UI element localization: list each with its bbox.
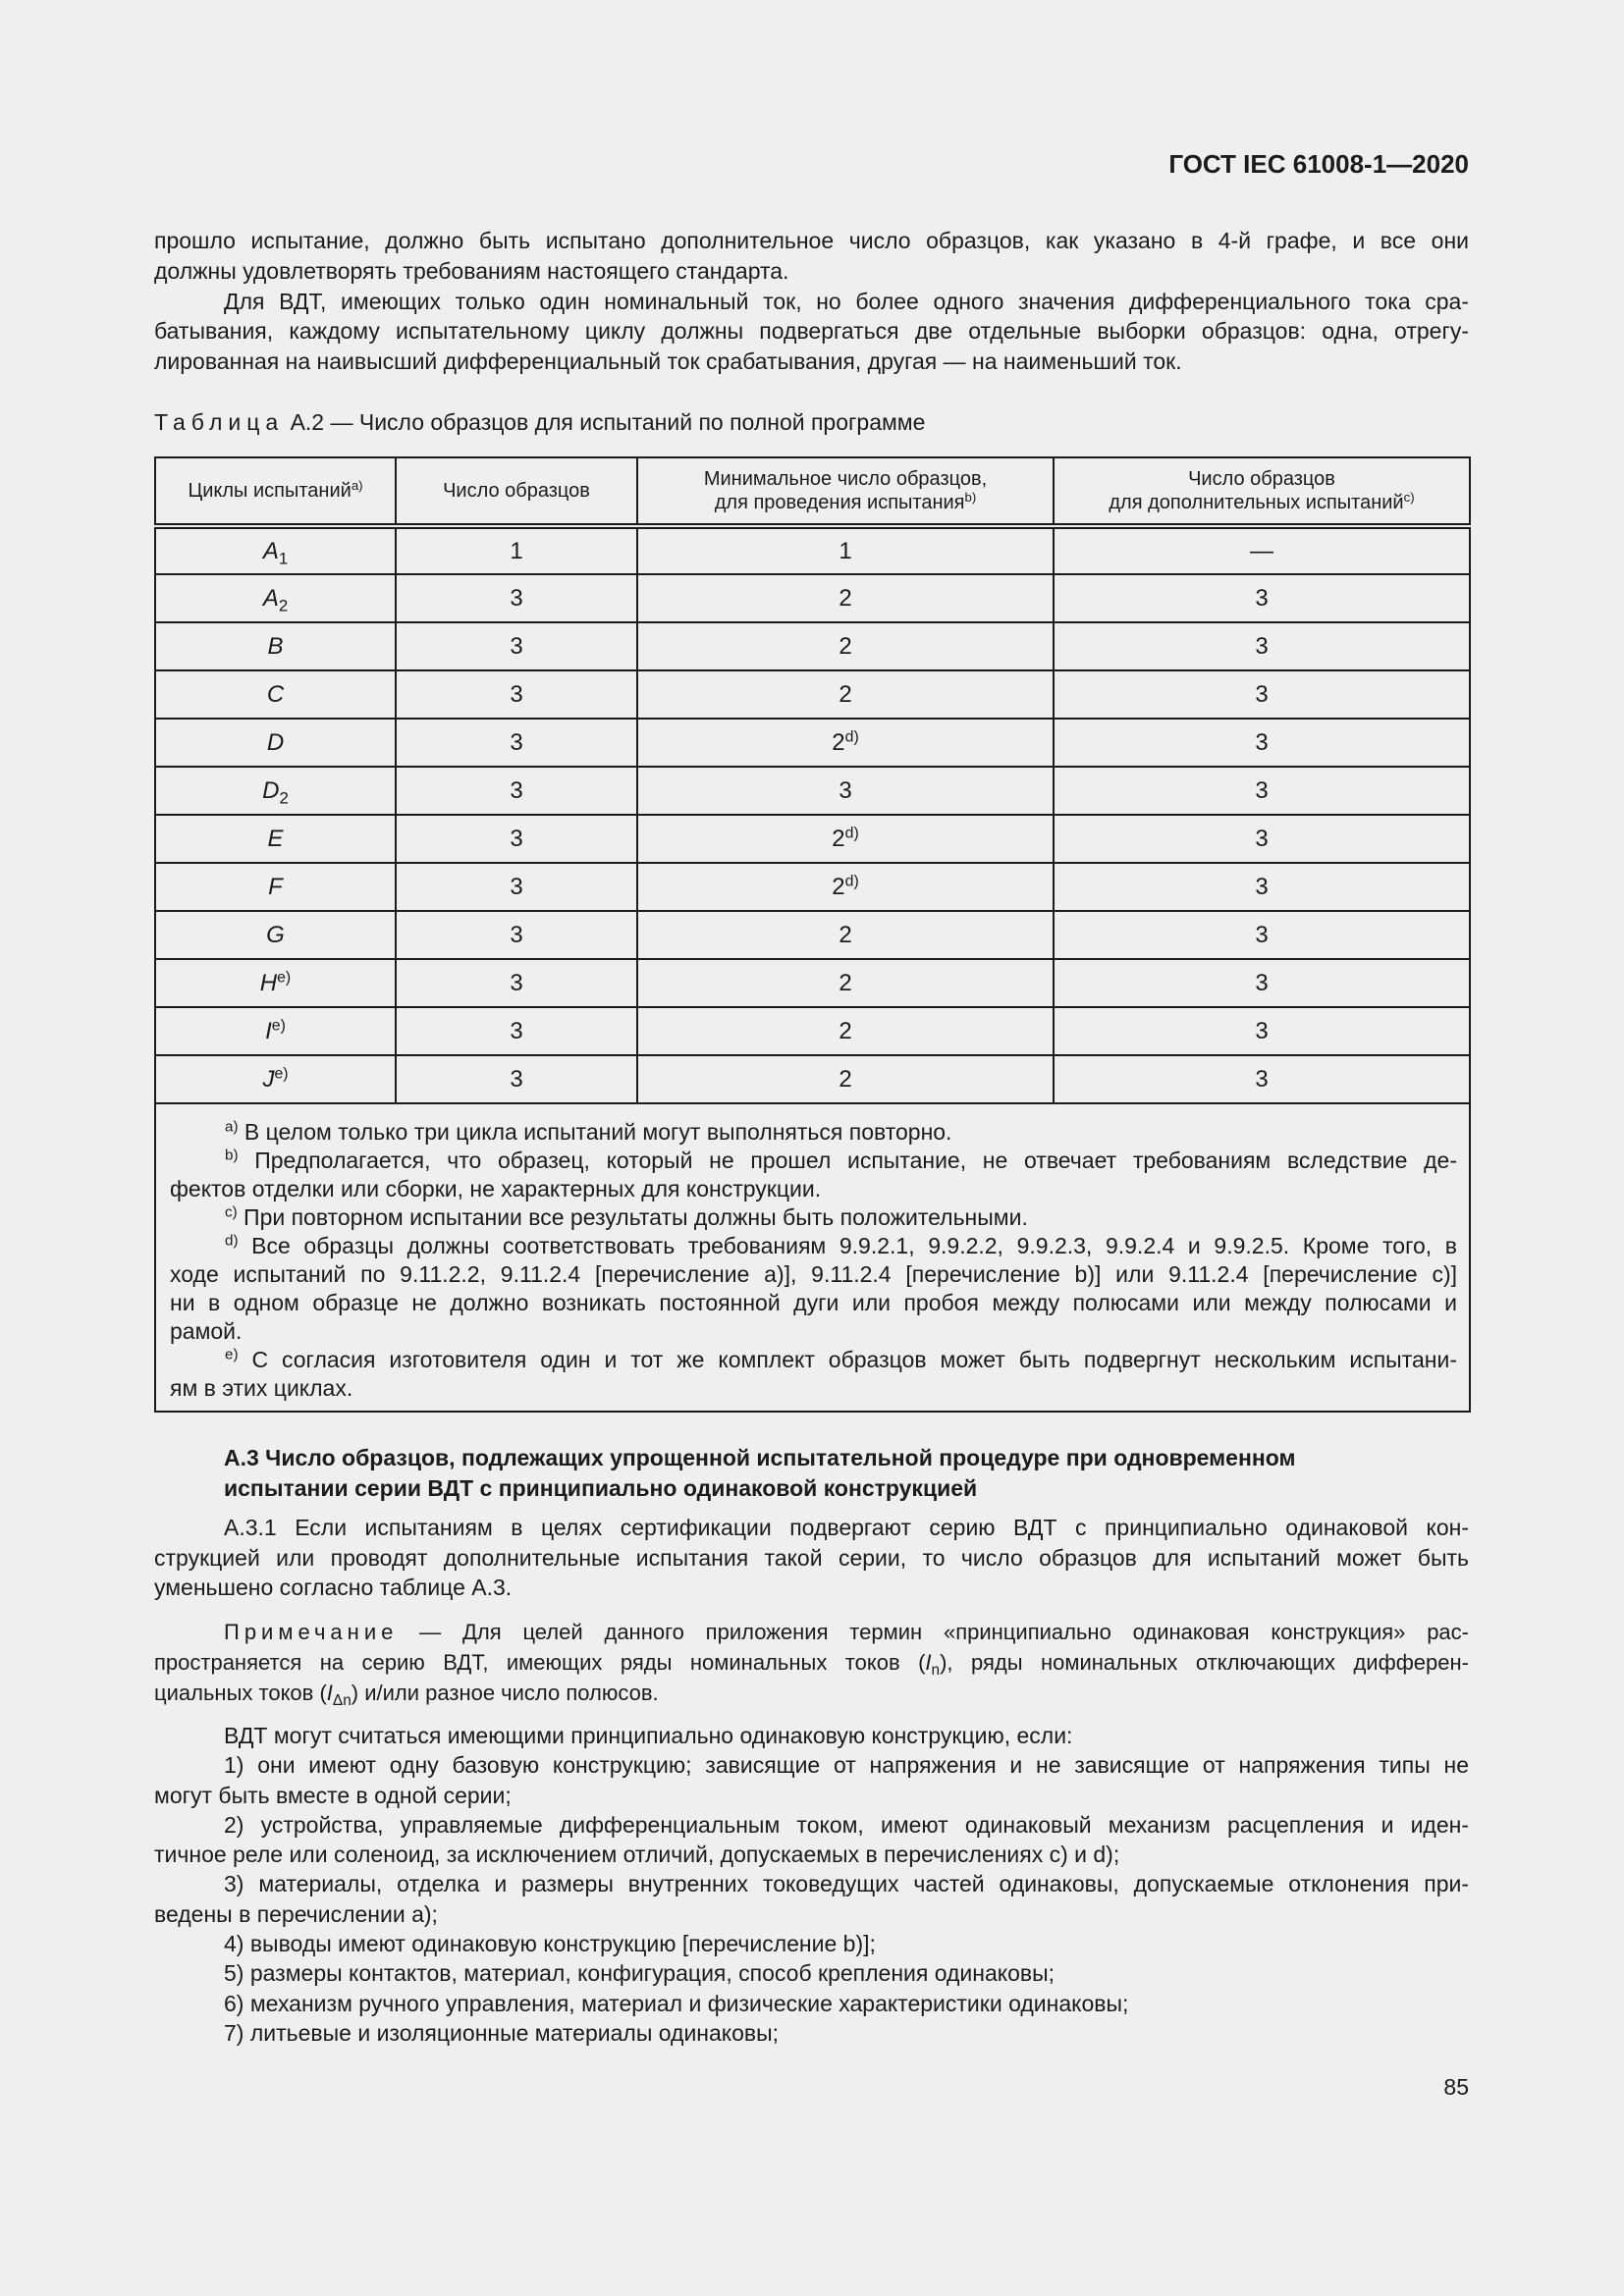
text-line: лированная на наивысший дифференциальный ток срабатывания, другая — на наименьший ток. bbox=[154, 348, 1182, 374]
footnote-line bbox=[170, 1374, 1457, 1403]
samples-value: 3 bbox=[510, 728, 523, 756]
table-row bbox=[155, 719, 1470, 767]
cycle-cell bbox=[155, 815, 396, 863]
header-additional-samples bbox=[1054, 457, 1470, 526]
footnote-line bbox=[170, 1289, 1457, 1317]
min-samples-value: 2 bbox=[839, 584, 852, 612]
criteria-list bbox=[154, 1721, 1469, 2048]
cycle-cell bbox=[155, 959, 396, 1007]
footnote-line bbox=[170, 1232, 1457, 1260]
footnote-line bbox=[170, 1147, 1457, 1175]
table-row bbox=[155, 815, 1470, 863]
min-samples-cell bbox=[637, 1055, 1054, 1103]
additional-samples-value: 3 bbox=[1255, 873, 1269, 900]
min-samples-cell bbox=[637, 815, 1054, 863]
min-samples-cell bbox=[637, 670, 1054, 719]
cycle-cell bbox=[155, 670, 396, 719]
min-samples-value: 2 bbox=[832, 873, 845, 900]
cycle-label: D bbox=[262, 776, 280, 804]
cycle-cell bbox=[155, 1007, 396, 1055]
heading-line: А.3 Число образцов, подлежащих упрощенной испытательной процедуре при одновременном bbox=[224, 1445, 1296, 1470]
min-samples-cell bbox=[637, 863, 1054, 911]
footnote-ref: d) bbox=[844, 872, 859, 889]
heading-line: испытании серии ВДТ с принципиально одинаковой конструкцией bbox=[224, 1475, 978, 1501]
current-symbol: I bbox=[326, 1681, 333, 1705]
min-samples-cell bbox=[637, 767, 1054, 815]
cycle-label: I bbox=[265, 1017, 272, 1044]
additional-samples-cell bbox=[1054, 959, 1470, 1007]
samples-value: 3 bbox=[510, 1065, 523, 1093]
footnote-marker: e) bbox=[225, 1346, 239, 1363]
clause-a-3-1 bbox=[154, 1513, 1469, 1603]
section-heading bbox=[224, 1443, 1469, 1504]
footnote-text: фектов отделки или сборки, не характерных для конструкции. bbox=[170, 1176, 822, 1201]
footnote-text: Все образцы должны соответствовать требованиям 9.9.2.1, 9.9.2.2, 9.9.2.3, 9.9.2.4 и 9.9.2.5. Кроме того, в bbox=[251, 1233, 1458, 1258]
samples-cell bbox=[396, 1055, 637, 1103]
footnote-line bbox=[170, 1175, 1457, 1203]
footnote-text: При повторном испытании все результаты должны быть положительными. bbox=[244, 1204, 1028, 1230]
min-samples-value: 2 bbox=[832, 728, 845, 756]
table-row bbox=[155, 911, 1470, 959]
table-row bbox=[155, 574, 1470, 622]
table-row bbox=[155, 622, 1470, 670]
samples-table bbox=[154, 456, 1471, 1413]
footnote-line bbox=[170, 1317, 1457, 1346]
samples-cell bbox=[396, 670, 637, 719]
samples-cell bbox=[396, 622, 637, 670]
samples-value: 3 bbox=[510, 632, 523, 660]
criteria-line: тичное реле или соленоид, за исключением отличий, допускаемых в перечислениях с) и d); bbox=[154, 1842, 1120, 1868]
footnote-text: ходе испытаний по 9.11.2.2, 9.11.2.4 [перечисление a)], 9.11.2.4 [перечисление b)] или 9.11.2.4 [перечисление c)] bbox=[170, 1261, 1457, 1287]
document-code-header: ГОСТ IEC 61008-1—2020 bbox=[1168, 149, 1469, 179]
additional-samples-value: 3 bbox=[1255, 1017, 1269, 1044]
cycle-label: E bbox=[267, 825, 284, 852]
intro-text bbox=[154, 226, 1469, 377]
additional-samples-cell bbox=[1054, 719, 1470, 767]
header-text: для дополнительных испытаний bbox=[1109, 492, 1404, 513]
table-row bbox=[155, 767, 1470, 815]
additional-samples-cell bbox=[1054, 670, 1470, 719]
criteria-line: 3) материалы, отделка и размеры внутренних токоведущих частей одинаковы, допускаемые отклонения при- bbox=[224, 1871, 1469, 1897]
text-line: батывания, каждому испытательному циклу должны подвергаться две отдельные выборки образцов: одна, отрегу- bbox=[154, 318, 1469, 345]
note-label: Примечание bbox=[224, 1620, 399, 1644]
cycle-label: C bbox=[266, 680, 285, 708]
footnote-ref: e) bbox=[274, 1064, 289, 1082]
cycle-label: A bbox=[262, 584, 279, 612]
criteria-line: 4) выводы имеют одинаковую конструкцию [перечисление b)]; bbox=[224, 1931, 876, 1957]
additional-samples-cell bbox=[1054, 815, 1470, 863]
footnote-text: Предполагается, что образец, который не прошел испытание, не отвечает требованиям вследствие де- bbox=[254, 1148, 1457, 1173]
criteria-item bbox=[154, 2018, 1469, 2048]
additional-samples-value: — bbox=[1250, 537, 1273, 564]
footnote-text: ни в одном образце не должно возникать постоянной дуги или пробоя между полюсами или между полюсами и bbox=[170, 1290, 1457, 1315]
additional-samples-cell bbox=[1054, 863, 1470, 911]
cycle-label: H bbox=[259, 969, 278, 996]
additional-samples-cell bbox=[1054, 1007, 1470, 1055]
criteria-item bbox=[154, 1929, 1469, 1958]
current-subscript: n bbox=[931, 1661, 941, 1679]
cycle-label: F bbox=[268, 873, 283, 900]
header-text: Минимальное число образцов, bbox=[703, 468, 988, 490]
cycle-cell bbox=[155, 863, 396, 911]
min-samples-value: 1 bbox=[839, 537, 852, 564]
samples-value: 3 bbox=[510, 825, 523, 852]
cycle-label: J bbox=[262, 1065, 275, 1093]
text-line: Для ВДТ, имеющих только один номинальный ток, но более одного значения дифференциального тока сра- bbox=[224, 288, 1469, 314]
footnote-text: рамой. bbox=[170, 1318, 243, 1344]
additional-samples-value: 3 bbox=[1255, 680, 1269, 708]
additional-samples-value: 3 bbox=[1255, 969, 1269, 996]
note-line bbox=[154, 1617, 1469, 1647]
samples-cell bbox=[396, 815, 637, 863]
header-text: Циклы испытаний bbox=[188, 480, 352, 502]
min-samples-cell bbox=[637, 622, 1054, 670]
criteria-line: 2) устройства, управляемые дифференциальным током, имеют одинаковый механизм расцепления и иден- bbox=[224, 1811, 1469, 1838]
criteria-item bbox=[154, 1989, 1469, 2018]
note-line bbox=[154, 1678, 1469, 1708]
criteria-intro: ВДТ могут считаться имеющими принципиально одинаковую конструкцию, если: bbox=[224, 1723, 1073, 1748]
header-min-samples bbox=[637, 457, 1054, 526]
additional-samples-value: 3 bbox=[1255, 728, 1269, 756]
table-caption-label: Таблица bbox=[154, 409, 285, 435]
samples-value: 3 bbox=[510, 873, 523, 900]
samples-cell bbox=[396, 574, 637, 622]
footnote-ref: d) bbox=[844, 727, 859, 745]
additional-samples-value: 3 bbox=[1255, 1065, 1269, 1093]
min-samples-cell bbox=[637, 911, 1054, 959]
additional-samples-value: 3 bbox=[1255, 776, 1269, 804]
table-row bbox=[155, 1055, 1470, 1103]
cycle-cell bbox=[155, 911, 396, 959]
criteria-line: 7) литьевые и изоляционные материалы одинаковы; bbox=[224, 2019, 780, 2046]
text-line: уменьшено согласно таблице А.3. bbox=[154, 1575, 513, 1600]
samples-value: 3 bbox=[510, 921, 523, 948]
text-line: прошло испытание, должно быть испытано дополнительное число образцов, как указано в 4-й графе, и все они bbox=[154, 228, 1469, 253]
criteria-line: 6) механизм ручного управления, материал и физические характеристики одинаковы; bbox=[224, 1990, 1129, 2016]
table-row bbox=[155, 670, 1470, 719]
footnote-line bbox=[170, 1118, 1457, 1147]
samples-value: 3 bbox=[510, 776, 523, 804]
samples-value: 3 bbox=[510, 680, 523, 708]
cycle-cell bbox=[155, 719, 396, 767]
table-row bbox=[155, 863, 1470, 911]
additional-samples-cell bbox=[1054, 911, 1470, 959]
footnote-text: ям в этих циклах. bbox=[170, 1375, 353, 1401]
footnote-ref: d) bbox=[844, 824, 859, 841]
table-row bbox=[155, 526, 1470, 574]
footnote-text: С согласия изготовителя один и тот же комплект образцов может быть подвергнут нескольким испытани- bbox=[251, 1347, 1457, 1372]
cycle-label: B bbox=[267, 632, 284, 660]
samples-cell bbox=[396, 959, 637, 1007]
cycle-subscript: 1 bbox=[278, 548, 289, 567]
criteria-line: ведены в перечислении а); bbox=[154, 1900, 438, 1927]
footnote-ref: e) bbox=[271, 1016, 286, 1034]
table-body bbox=[155, 526, 1470, 1103]
criteria-line: 5) размеры контактов, материал, конфигурация, способ крепления одинаковы; bbox=[224, 1960, 1056, 1987]
current-subscript: Δn bbox=[332, 1691, 352, 1709]
cycle-label: G bbox=[266, 921, 285, 948]
table-row bbox=[155, 1007, 1470, 1055]
note-text: ) и/или разное число полюсов. bbox=[351, 1681, 659, 1705]
min-samples-value: 2 bbox=[839, 921, 852, 948]
header-sample-count bbox=[396, 457, 637, 526]
table-row bbox=[155, 959, 1470, 1007]
samples-cell bbox=[396, 911, 637, 959]
note-text: циальных токов ( bbox=[154, 1681, 327, 1705]
additional-samples-cell bbox=[1054, 767, 1470, 815]
header-text: для проведения испытания bbox=[714, 492, 965, 513]
criteria-line: 1) они имеют одну базовую конструкцию; зависящие от напряжения и не зависящие от напряжения типы не bbox=[224, 1752, 1469, 1779]
paragraph bbox=[154, 226, 1469, 287]
text-line: А.3.1 Если испытаниям в целях сертификации подвергают серию ВДТ с принципиально одинаковой кон- bbox=[224, 1515, 1469, 1540]
footnote-ref: b) bbox=[964, 489, 977, 505]
text-line: струкцией или проводят дополнительные испытания такой серии, то число образцов для испытаний может быть bbox=[154, 1544, 1469, 1571]
additional-samples-value: 3 bbox=[1255, 825, 1269, 852]
cycle-cell bbox=[155, 767, 396, 815]
min-samples-cell bbox=[637, 719, 1054, 767]
min-samples-value: 2 bbox=[839, 632, 852, 660]
additional-samples-value: 3 bbox=[1255, 921, 1269, 948]
min-samples-cell bbox=[637, 574, 1054, 622]
footnote-marker: a) bbox=[225, 1118, 239, 1136]
footnote-line bbox=[170, 1260, 1457, 1289]
footnote-ref: c) bbox=[1403, 489, 1415, 505]
additional-samples-cell bbox=[1054, 622, 1470, 670]
criteria-item bbox=[154, 1750, 1469, 1810]
samples-cell bbox=[396, 863, 637, 911]
footnote-line bbox=[170, 1203, 1457, 1232]
footnote-marker: d) bbox=[225, 1232, 239, 1250]
footnote-ref: a) bbox=[351, 477, 363, 493]
samples-value: 3 bbox=[510, 969, 523, 996]
additional-samples-value: 3 bbox=[1255, 584, 1269, 612]
table-header-row bbox=[155, 457, 1470, 526]
cycle-cell bbox=[155, 1055, 396, 1103]
samples-cell bbox=[396, 719, 637, 767]
samples-value: 3 bbox=[510, 584, 523, 612]
min-samples-cell bbox=[637, 1007, 1054, 1055]
text-line: должны удовлетворять требованиям настоящего стандарта. bbox=[154, 257, 789, 284]
header-text: Число образцов bbox=[1188, 468, 1335, 490]
header-test-cycles bbox=[155, 457, 396, 526]
footnote-text: В целом только три цикла испытаний могут выполняться повторно. bbox=[244, 1119, 952, 1145]
min-samples-cell bbox=[637, 526, 1054, 574]
note-text: — Для целей данного приложения термин «принципиально одинаковая конструкция» рас- bbox=[419, 1620, 1469, 1644]
cycle-subscript: 2 bbox=[279, 787, 289, 807]
samples-cell bbox=[396, 1007, 637, 1055]
min-samples-cell bbox=[637, 959, 1054, 1007]
note-line bbox=[154, 1647, 1469, 1678]
criteria-item bbox=[154, 1958, 1469, 1988]
table-caption bbox=[154, 407, 1469, 437]
additional-samples-cell bbox=[1054, 574, 1470, 622]
note-text: пространяется на серию ВДТ, имеющих ряды номинальных токов ( bbox=[154, 1650, 926, 1675]
samples-cell bbox=[396, 767, 637, 815]
footnote-line bbox=[170, 1346, 1457, 1374]
samples-value: 1 bbox=[510, 537, 523, 564]
note-text: ), ряды номинальных отключающих дифферен- bbox=[940, 1650, 1469, 1675]
current-symbol: I bbox=[925, 1650, 932, 1675]
cycle-subscript: 2 bbox=[278, 595, 289, 614]
table-footnotes bbox=[155, 1103, 1470, 1412]
min-samples-value: 2 bbox=[832, 825, 845, 852]
footnote-marker: c) bbox=[225, 1203, 238, 1221]
footnote-ref: e) bbox=[277, 968, 292, 986]
min-samples-value: 2 bbox=[839, 969, 852, 996]
min-samples-value: 2 bbox=[839, 1017, 852, 1044]
cycle-label: D bbox=[266, 728, 285, 756]
cycle-cell bbox=[155, 622, 396, 670]
criteria-item bbox=[154, 1869, 1469, 1929]
min-samples-value: 2 bbox=[839, 680, 852, 708]
additional-samples-cell bbox=[1054, 1055, 1470, 1103]
paragraph bbox=[154, 287, 1469, 377]
cycle-label: A bbox=[262, 537, 279, 564]
samples-cell bbox=[396, 526, 637, 574]
table-footnotes-row bbox=[155, 1103, 1470, 1412]
header-text: Число образцов bbox=[443, 480, 590, 502]
cycle-cell bbox=[155, 526, 396, 574]
criteria-line: могут быть вместе в одной серии; bbox=[154, 1782, 512, 1808]
additional-samples-cell bbox=[1054, 526, 1470, 574]
criteria-item bbox=[154, 1810, 1469, 1870]
table-caption-text: А.2 — Число образцов для испытаний по полной программе bbox=[290, 409, 926, 435]
page-number: 85 bbox=[1443, 2074, 1469, 2100]
min-samples-value: 3 bbox=[839, 776, 852, 804]
min-samples-value: 2 bbox=[839, 1065, 852, 1093]
samples-value: 3 bbox=[510, 1017, 523, 1044]
footnote-marker: b) bbox=[225, 1147, 239, 1164]
cycle-cell bbox=[155, 574, 396, 622]
additional-samples-value: 3 bbox=[1255, 632, 1269, 660]
note bbox=[154, 1617, 1469, 1708]
